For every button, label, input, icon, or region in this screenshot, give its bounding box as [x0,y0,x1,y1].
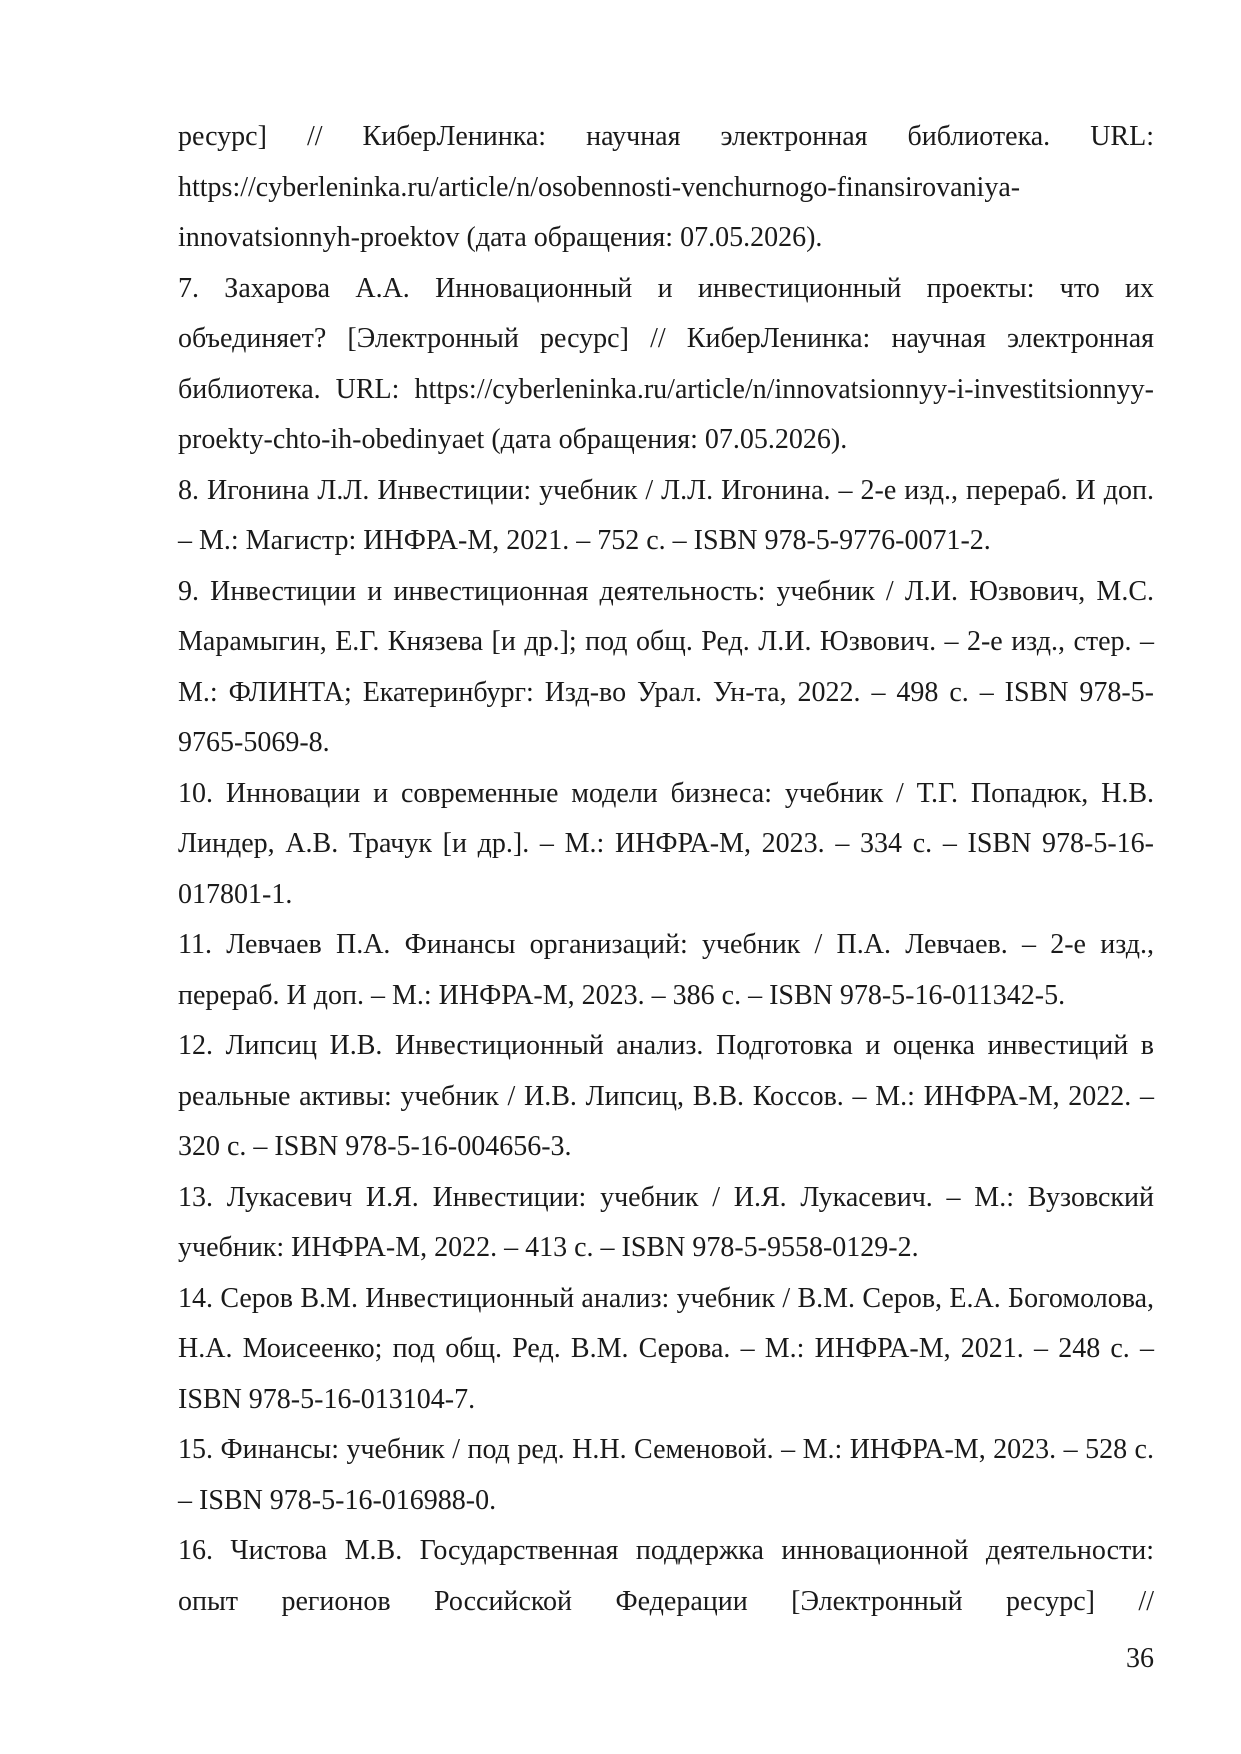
reference-item-7: 7. Захарова А.А. Инновационный и инвестиционный проекты: что их объединяет? [Электронный ресурс] // КиберЛенинка: научная электронная библиотека. URL: https://cyberleninka.ru/article/n/innovatsionnyy-i-investitsionnyy-proekty-chto-ih-obedinyaet (дата обращения: 07.05.2026). [178,272,1154,455]
reference-list [178,112,1154,1627]
reference-item-11: 11. Левчаев П.А. Финансы организаций: учебник / П.А. Левчаев. – 2-е изд., перераб. И доп. – М.: ИНФРА-М, 2023. – 386 с. – ISBN 978-5-16-011342-5. [178,929,1154,1011]
reference-item-16: 16. Чистова М.В. Государственная поддержка инновационной деятельности: опыт регионов Российской Федерации [Электронный ресурс] // [178,1535,1154,1617]
reference-item-8: 8. Игонина Л.Л. Инвестиции: учебник / Л.Л. Игонина. – 2-е изд., перераб. И доп. – М.: Магистр: ИНФРА-М, 2021. – 752 с. – ISBN 978-5-9776-0071-2. [178,474,1154,556]
reference-item-9: 9. Инвестиции и инвестиционная деятельность: учебник / Л.И. Юзвович, М.С. Марамыгин, Е.Г. Князева [и др.]; под общ. Ред. Л.И. Юзвович. – 2-е изд., стер. – М.: ФЛИНТА; Екатеринбург: Изд-во Урал. Ун-та, 2022. – 498 с. – ISBN 978-5-9765-5069-8. [178,575,1154,758]
reference-item-14: 14. Серов В.М. Инвестиционный анализ: учебник / В.М. Серов, Е.А. Богомолова, Н.А. Моисеенко; под общ. Ред. В.М. Серова. – М.: ИНФРА-М, 2021. – 248 с. – ISBN 978-5-16-013104-7. [178,1282,1154,1415]
reference-item-6-continued: ресурс] // КиберЛенинка: научная электронная библиотека. URL: https://cyberleninka.ru/article/n/osobennosti-venchurnogo-finansirovaniya-innovatsionnyh-proektov (дата обращения: 07.05.2026). [178,121,1154,253]
reference-item-10: 10. Инновации и современные модели бизнеса: учебник / Т.Г. Попадюк, Н.В. Линдер, А.В. Трачук [и др.]. – М.: ИНФРА-М, 2023. – 334 с. – ISBN 978-5-16-017801-1. [178,777,1154,910]
reference-item-15: 15. Финансы: учебник / под ред. Н.Н. Семеновой. – М.: ИНФРА-М, 2023. – 528 с. – ISBN 978-5-16-016988-0. [178,1434,1154,1516]
page-number: 36 [1126,1643,1154,1674]
reference-item-12: 12. Липсиц И.В. Инвестиционный анализ. Подготовка и оценка инвестиций в реальные активы: учебник / И.В. Липсиц, В.В. Коссов. – М.: ИНФРА-М, 2022. – 320 с. – ISBN 978-5-16-004656-3. [178,1030,1154,1162]
reference-item-13: 13. Лукасевич И.Я. Инвестиции: учебник / И.Я. Лукасевич. – М.: Вузовский учебник: ИНФРА-М, 2022. – 413 с. – ISBN 978-5-9558-0129-2. [178,1181,1154,1263]
